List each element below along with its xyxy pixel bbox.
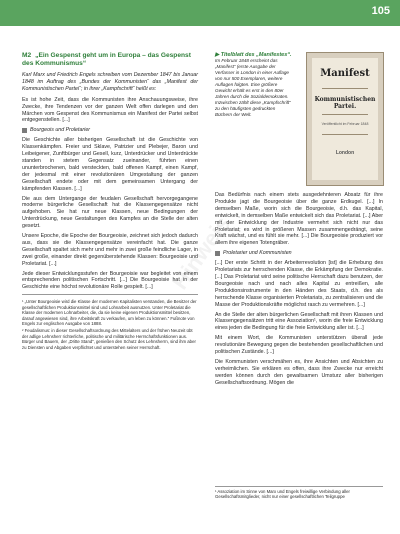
poster-rule — [322, 88, 368, 89]
paragraph: Die Geschichte aller bisherigen Gesellschaft ist die Geschichte von Klassenkämpfen. Freier und Sklave, Patrizier und Plebejer, Baron und Leibeigener, Zunftbürger und Gesell, kurz, Unterdrücker und Unterdrückte standen in stetem Gegensatz zueinander, führten einen ununterbrochenen, bald versteckten, bald offenen Kampf, einen Kampf, der jedesmal mit einer revolutionären Umgestaltung der ganzen Gesellschaft endete oder mit dem gemeinsamen Untergang der kämpfenden Klassen. [...] — [22, 137, 198, 192]
paragraph: Unsere Epoche, die Epoche der Bourgeoisie, zeichnet sich jedoch dadurch aus, dass sie die Klassengegensätze vereinfacht hat. Die ganze Gesellschaft spaltet sich mehr und mehr in zwei große feindliche Lager, in zwei große, einander direkt gegenüberstehende Klassen: Bourgeoisie und Proletariat. [...] — [22, 233, 198, 267]
poster-title: Manifest — [320, 68, 370, 79]
header-bar — [0, 0, 400, 26]
right-column-body — [215, 192, 383, 390]
paragraph: An die Stelle der alten bürgerlichen Gesellschaft mit ihren Klassen und Klassengegensätzen tritt eine Assoziation¹, worin die freie Entwicklung eines jeden die Bedingung für die freie Entwicklung aller ist. [...] — [215, 311, 383, 332]
poster-page — [312, 58, 378, 180]
paragraph: [...] Der erste Schritt in der Arbeiterrevolution [ist] die Erhebung des Proletariats zur herrschenden Klasse, die Erkämpfung der Demokratie. [...] Das Proletariat wird seine politische Herrschaft dazu benutzen, der Bourgeoisie nach und nach alles Kapital zu entreißen, alle Produktionsinstrumente in den Händen des Staats, d.h. des als herrschende Klasse organisierten Proletariats, zu zentralisieren und die Masse der Produktionskräfte möglichst rasch zu vermehren. [...] — [215, 260, 383, 308]
subheading-text: Proletarier und Kommunisten — [223, 250, 292, 257]
poster-rule — [322, 114, 368, 115]
subheading — [215, 250, 383, 257]
paragraph: Die Kommunisten verschmähen es, ihre Ansichten und Absichten zu verheimlichen. Sie erklären es offen, dass ihre Zwecke nur erreicht werden können durch den gewaltsamen Umsturz aller bisherigen Gesellschaftsordnung. Mögen die — [215, 358, 383, 386]
image-caption — [215, 52, 293, 118]
watermark: Hinweis — [167, 211, 236, 294]
paragraph: Das Bedürfnis nach einem stets ausgedehnteren Absatz für ihre Produkte jagt die Bourgeoisie über die ganze Erdkugel. [...] In demselben Maße, worin sich die Bourgeoisie, d.h. das Kapital, entwickelt, in demselben Maße entwickelt sich das Proletariat. [...] Aber mit der Entwicklung der Industrie vermehrt sich nicht nur das Proletariat; es wird in größeren Massen zusammengedrängt, seine Kraft wächst, und es fühlt sie mehr. [...] Die Bourgeoisie produziert vor allem ihre eigenen Totengräber. — [215, 192, 383, 247]
square-bullet-icon — [215, 251, 220, 256]
subheading-text: Bourgeois und Proletarier — [30, 127, 91, 134]
intro-text: Karl Marx und Friedrich Engels schreiben vom Dezember 1847 bis Januar 1848 im Auftrag des „Bundes der Kommunisten“ das „Manifest der Kommunistischen Partei“; in ihrer „Kampfschrift“ heißt es: — [22, 72, 198, 92]
poster-rule — [322, 134, 368, 135]
heading-text: „Ein Gespenst geht um in Europa – das Gespenst des Kommunismus“ — [22, 52, 191, 67]
poster-subtitle: Kommunistischen Partei. — [314, 96, 376, 110]
poster-date: Veröffentlicht im Februar 1848 — [321, 122, 369, 126]
section-heading — [22, 52, 198, 68]
subheading — [22, 127, 198, 134]
paragraph: Mit einem Wort, die Kommunisten unterstützen überall jede revolutionäre Bewegung gegen die bestehenden gesellschaftlichen und politischen Zustände. [...] — [215, 335, 383, 356]
left-column — [22, 52, 198, 352]
footnote-divider — [215, 486, 383, 487]
footnote-divider — [22, 294, 198, 295]
page-number: 105 — [371, 5, 390, 17]
manifesto-title-page-image — [306, 52, 384, 186]
footnotes — [22, 299, 198, 350]
paragraph: Es ist hohe Zeit, dass die Kommunisten ihre Anschauungsweise, ihre Zwecke, ihre Tendenzen vor der ganzen Welt offen darlegen und den Märchen vom Gespenst des Kommunismus ein Manifest der Partei selbst entgegenstellen. [...] — [22, 96, 198, 124]
square-bullet-icon — [22, 128, 27, 133]
footnote: ¹ Assoziation im Sinne von Marx und Engels freiwillige Verbindung aller Gesellschaftsmitglieder, nicht nur einer gesellschaftlichen Teilgruppe — [215, 489, 350, 500]
paragraph: Die aus dem Untergange der feudalen Gesellschaft hervorgegangene moderne bürgerliche Gesellschaft hat die Klassengegensätze nicht aufgehoben. Sie hat nur neue Klassen, neue Bedingungen der Unterdrückung, neue Gestaltungen des Kampfes an die Stelle der alten gesetzt. — [22, 195, 198, 230]
caption-title: ▶ Titelblatt des „Manifestes“. — [215, 52, 292, 58]
footnote: ² Feudalismus: in dieser Gesellschaftsordnung des Mittelalters und der frühen Neuzeit übt der adlige Lehnsherr richterliche, politische und militärische Herrschaftsfunktionen aus. Bürger und Bauern, der „Dritte Stand“, genießen den Schutz des Lehnsherrn, sind ihm aber zu Diensten und Abgaben verpflichtet und unterstehen seiner Herrschaft. — [22, 328, 196, 350]
right-footnote — [215, 484, 383, 500]
material-marker: M2 — [22, 52, 32, 59]
caption-text: Im Februar 1848 erscheint das „Manifest“ (erste Ausgabe der Verfasser in London in einer Auflage von nur 500 Exemplaren, weitere Auflagen folgten. Eine größere Gewicht erhält es erst in den 80er Jahren durch die Sozialdemokraten. Inzwischen zählt diese „Kampfschrift“ zu den häufigsten gedruckten Büchern der Welt. — [215, 58, 291, 117]
footnote: ¹ „Unter Bourgeoisie wird die Klasse der modernen Kapitalisten verstanden, die Besitzer der gesellschaftlichen Produktionsmittel sind und Lohnarbeit ausnutzen. Unter Proletariat die Klasse der modernen Lohnarbeiter, die, da sie keine eigenen Produktionsmittel besitzen, darauf angewiesen sind, ihre Arbeitskraft zu verkaufen, um leben zu können.“ Fußnote von Engels zur englischen Ausgabe von 1888. — [22, 299, 197, 326]
paragraph: Jede dieser Entwicklungsstufen der Bourgeoisie war begleitet von einem entsprechenden politischen Fortschritt. [...] Die Bourgeoisie hat in der Geschichte eine höchst revolutionäre Rolle gespielt. [...] — [22, 270, 198, 291]
poster-city: London — [335, 150, 355, 156]
